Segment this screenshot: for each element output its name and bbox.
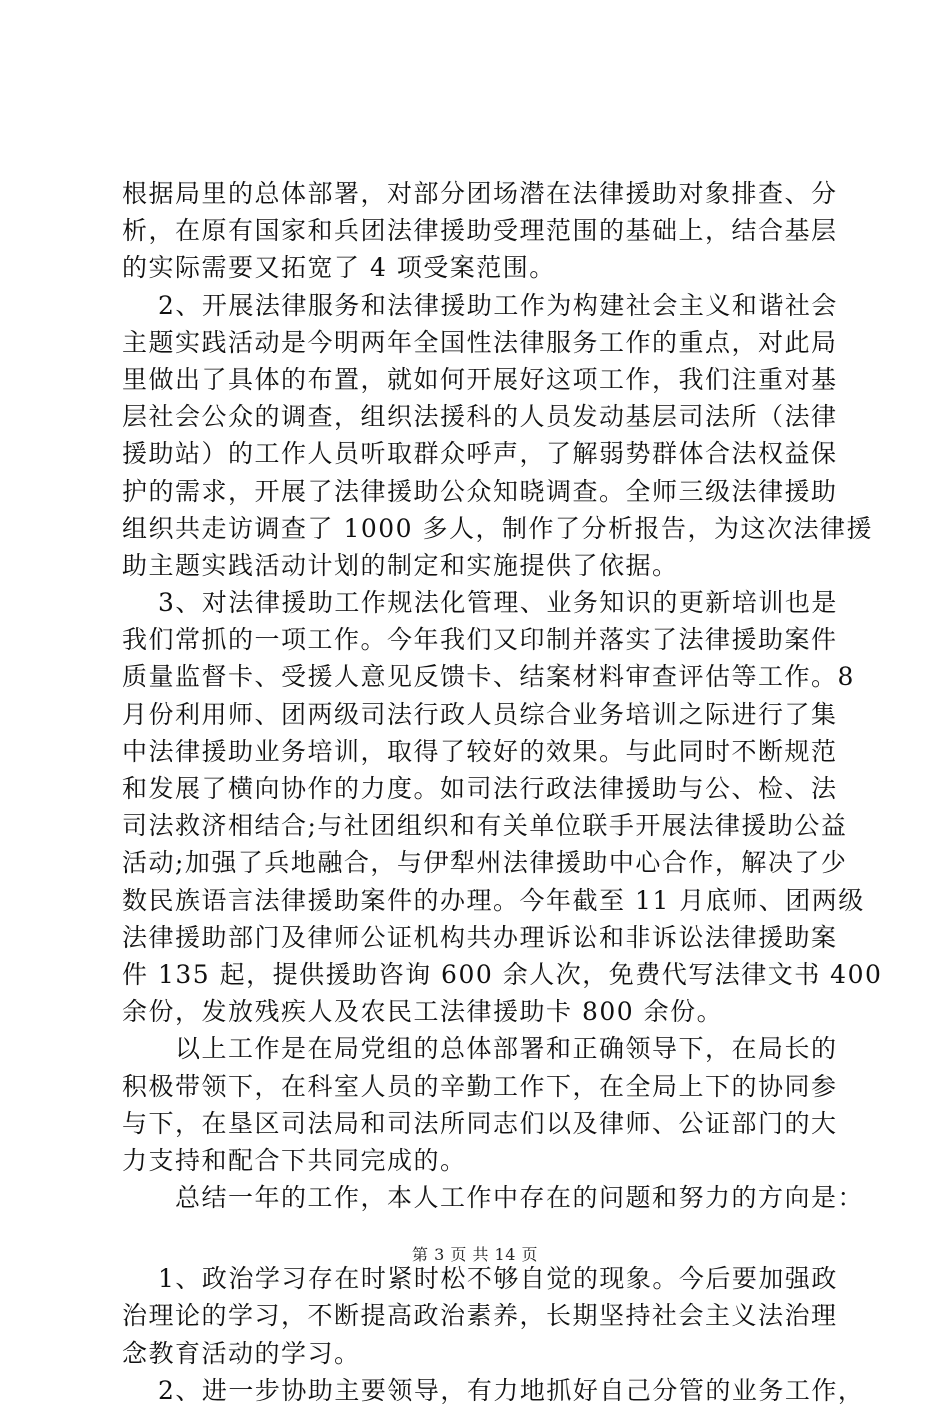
text-line: 主题实践活动是今明两年全国性法律服务工作的重点，对此局 [122, 327, 838, 357]
text-line: 数民族语言法律援助案件的办理。今年截至 11 月底师、团两级 [122, 885, 865, 915]
text-line: 法律援助部门及律师公证机构共办理诉讼和非诉讼法律援助案 [122, 922, 838, 952]
text-line: 积极带领下，在科室人员的辛勤工作下，在全局上下的协同参 [122, 1071, 838, 1101]
text-line: 念教育活动的学习。 [122, 1338, 361, 1368]
text-line: 层社会公众的调查，组织法援科的人员发动基层司法所（法律 [122, 402, 838, 432]
text-line: 根据局里的总体部署，对部分团场潜在法律援助对象排查、分 [122, 179, 838, 208]
text-line: 助主题实践活动计划的制定和实施提供了依据。 [122, 550, 679, 580]
text-line: 护的需求，开展了法律援助公众知晓调查。全师三级法律援助 [122, 476, 838, 506]
text-line: 1、政治学习存在时紧时松不够自觉的现象。今后要加强政 [122, 1264, 838, 1294]
body-paragraphs-part1 [122, 175, 883, 1216]
text-line: 2、进一步协助主要领导，有力地抓好自己分管的业务工作， [122, 1375, 865, 1405]
text-line: 3、对法律援助工作规法化管理、业务知识的更新培训也是 [122, 588, 838, 618]
text-line: 与下，在垦区司法局和司法所同志们以及律师、公证部门的大 [122, 1108, 838, 1138]
text-line: 2、开展法律服务和法律援助工作为构建社会主义和谐社会 [122, 290, 838, 320]
text-line: 治理论的学习，不断提高政治素养，长期坚持社会主义法治理 [122, 1301, 838, 1331]
text-line: 组织共走访调查了 1000 多人，制作了分析报告，为这次法律援 [122, 513, 874, 543]
text-line: 以上工作是在局党组的总体部署和正确领导下，在局长的 [122, 1034, 838, 1064]
text-line: 质量监督卡、受援人意见反馈卡、结案材料审查评估等工作。8 [122, 662, 855, 692]
text-line: 析，在原有国家和兵团法律援助受理范围的基础上，结合基层 [122, 216, 838, 246]
text-line: 件 135 起，提供援助咨询 600 余人次，免费代写法律文书 400 [122, 959, 883, 989]
text-line: 援助站）的工作人员听取群众呼声，了解弱势群体合法权益保 [122, 439, 838, 469]
text-line: 中法律援助业务培训，取得了较好的效果。与此同时不断规范 [122, 736, 838, 766]
text-line: 的实际需要又拓宽了 4 项受案范围。 [122, 253, 556, 283]
document-body [122, 175, 883, 1409]
body-paragraphs-part2 [122, 1260, 865, 1409]
text-line: 余份，发放残疾人及农民工法律援助卡 800 余份。 [122, 997, 724, 1027]
text-line: 总结一年的工作，本人工作中存在的问题和努力的方向是： [122, 1183, 865, 1213]
text-line: 和发展了横向协作的力度。如司法行政法律援助与公、检、法 [122, 774, 838, 803]
text-line: 司法救济相结合;与社团组织和有关单位联手开展法律援助公益 [122, 811, 848, 841]
text-line: 活动;加强了兵地融合，与伊犁州法律援助中心合作，解决了少 [122, 848, 848, 878]
text-line: 力支持和配合下共同完成的。 [122, 1145, 467, 1175]
page-footer: 第 3 页 共 14 页 [412, 1245, 538, 1264]
text-line: 我们常抓的一项工作。今年我们又印制并落实了法律援助案件 [122, 625, 838, 655]
text-line: 里做出了具体的布置，就如何开展好这项工作，我们注重对基 [122, 364, 838, 394]
text-line: 月份利用师、团两级司法行政人员综合业务培训之际进行了集 [122, 699, 838, 729]
